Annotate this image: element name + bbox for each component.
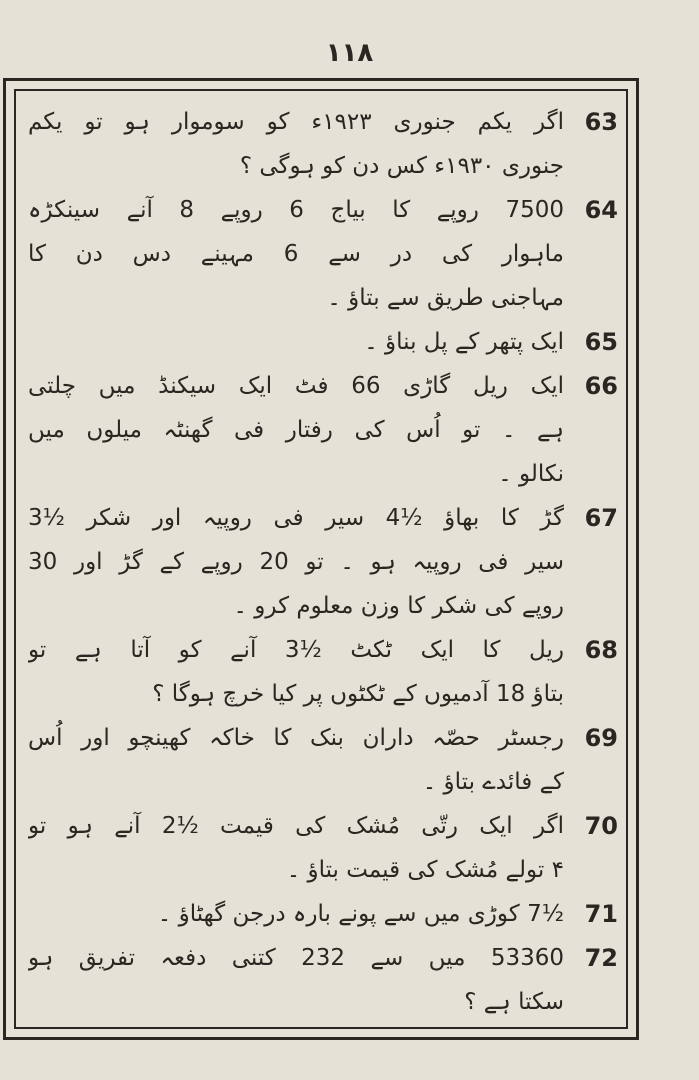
question-number: 65 <box>584 328 618 356</box>
question-text-line: ۴ تولے مُشک کی قیمت بتاؤ ۔ <box>286 857 564 883</box>
question-text-line: ہے ۔ تو اُس کی رفتار فی گھنٹہ میلوں میں <box>28 417 564 443</box>
question-text-line: ایک پتھر کے پل بناؤ ۔ <box>364 329 564 355</box>
question-text-line: 53360 میں سے 232 کتنی دفعہ تفریق ہو <box>28 945 564 971</box>
question-number: 67 <box>584 504 618 532</box>
question-number: 72 <box>584 944 618 972</box>
question-number: 71 <box>584 900 618 928</box>
question-text-line: مہاجنی طریق سے بتاؤ ۔ <box>327 285 564 311</box>
question-item <box>28 320 618 364</box>
question-text-line: سکتا ہے ؟ <box>464 989 564 1015</box>
question-item <box>28 496 618 628</box>
question-number: 63 <box>584 108 618 136</box>
question-text-line: رجسٹر حصّہ داران بنک کا خاکہ کھینچو اور اُس <box>28 725 564 751</box>
question-text-line: ایک ریل گاڑی 66 فٹ ایک سیکنڈ میں چلتی <box>28 373 564 399</box>
question-number: 68 <box>584 636 618 664</box>
question-text-line: سیر فی روپیہ ہو ۔ تو 20 روپے کے گڑ اور 30 <box>28 549 564 575</box>
question-text-line: جنوری ۱۹۳۰ء کس دن کو ہوگی ؟ <box>239 153 564 179</box>
question-text-line: اگر ایک رتّی مُشک کی قیمت ½2 آنے ہو تو <box>28 813 564 839</box>
question-text-line: کے فائدے بتاؤ ۔ <box>422 769 564 795</box>
question-item <box>28 364 618 496</box>
question-number: 64 <box>584 196 618 224</box>
question-item <box>28 936 618 1024</box>
question-item <box>28 100 618 188</box>
question-text-line: ½7 کوڑی میں سے پونے بارہ درجن گھٹاؤ ۔ <box>157 901 564 927</box>
question-number: 70 <box>584 812 618 840</box>
question-item <box>28 804 618 892</box>
question-text-line: ماہوار کی در سے 6 مہینے دس دن کا <box>28 241 564 267</box>
question-text-line: گڑ کا بھاؤ ½4 سیر فی روپیہ اور شکر ½3 <box>28 505 564 531</box>
question-item <box>28 892 618 936</box>
question-item <box>28 188 618 320</box>
question-text-line: ریل کا ایک ٹکٹ ½3 آنے کو آتا ہے تو <box>28 637 564 663</box>
question-text-line: روپے کی شکر کا وزن معلوم کرو ۔ <box>233 593 564 619</box>
question-number: 69 <box>584 724 618 752</box>
question-item <box>28 628 618 716</box>
question-item <box>28 716 618 804</box>
question-text-line: اگر یکم جنوری ۱۹۲۳ء کو سوموار ہو تو یکم <box>28 109 564 135</box>
question-text-line: بتاؤ 18 آدمیوں کے ٹکٹوں پر کیا خرچ ہوگا ؟ <box>152 681 564 707</box>
question-text-line: 7500 روپے کا بیاج 6 روپے 8 آنے سینکڑہ <box>28 197 564 223</box>
page-number: ۱۱۸ <box>325 38 374 68</box>
question-number: 66 <box>584 372 618 400</box>
question-text-line: نکالو ۔ <box>498 461 564 487</box>
question-list <box>28 100 618 1024</box>
